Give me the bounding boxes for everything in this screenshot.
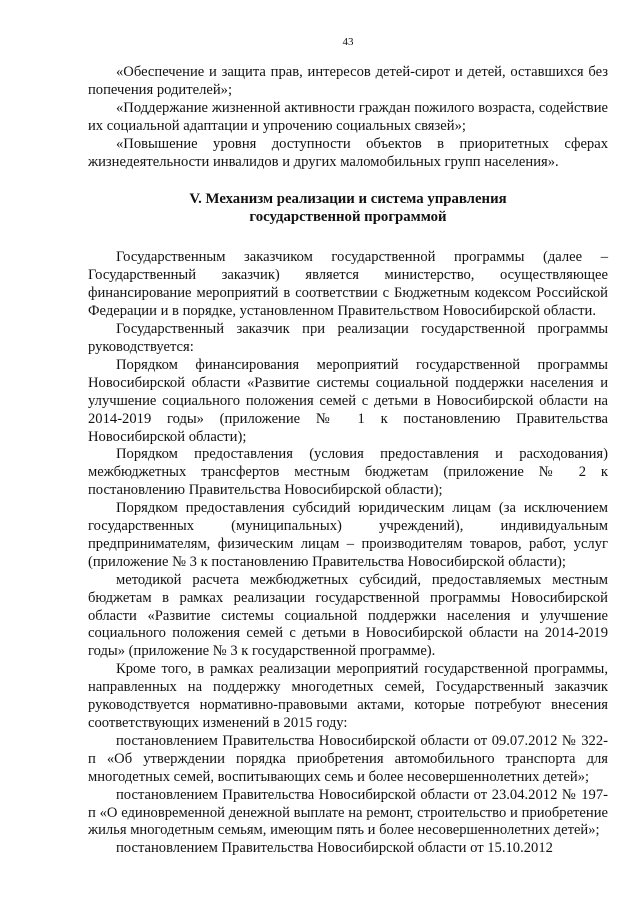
body-paragraph-resolution-197: постановлением Правительства Новосибирской области от 23.04.2012 № 197-п «О единовременной денежной выплате на ремонт, строительство и приобретение жилья многодетным семьям, имеющим пять и более несовершеннолетних детей»; [88, 786, 608, 839]
page-number: 43 [342, 36, 354, 48]
document-content [88, 64, 608, 858]
body-paragraph-customer: Государственным заказчиком государственной программы (далее – Государственный заказчик) является министерство, осуществляющее финансирование мероприятий в соответствии с Бюджетным кодексом Российской Федерации и в порядке, установленном Правительством Новосибирской области. [88, 249, 608, 320]
section-heading [88, 190, 608, 226]
body-paragraph-financing-order: Порядком финансирования мероприятий государственной программы Новосибирской области «Развитие системы социальной поддержки населения и улучшение социального положения семей с детьми в Новосибирской области на 2014-2019 годы» (приложение № 1 к постановлению Правительства Новосибирской области); [88, 356, 608, 445]
body-paragraph-resolution-last: постановлением Правительства Новосибирской области от 15.10.2012 [116, 840, 553, 857]
intro-paragraph-2: «Поддержание жизненной активности граждан пожилого возраста, содействие их социальной адаптации и упрочению социальных связей»; [88, 99, 608, 134]
body-paragraph-transfers-order: Порядком предоставления (условия предоставления и расходования) межбюджетных трансфертов местным бюджетам (приложение № 2 к постановлению Правительства Новосибирской области); [88, 446, 608, 499]
body-paragraph-subsidies-order: Порядком предоставления субсидий юридическим лицам (за исключением государственных (муниципальных) учреждений), индивидуальным предпринимателям, физическим лицам – производителям товаров, работ, услуг (приложение № 3 к постановлению Правительства Новосибирской области); [88, 500, 608, 570]
section-heading-line-2: государственной программой [249, 209, 447, 226]
section-heading-line-1: V. Механизм реализации и система управления [189, 191, 507, 208]
document-page [88, 0, 608, 905]
intro-paragraph-1: «Обеспечение и защита прав, интересов детей-сирот и детей, оставшихся без попечения родителей»; [88, 64, 608, 98]
intro-paragraph-3: «Повышение уровня доступности объектов в приоритетных сферах жизнедеятельности инвалидов и других маломобильных групп населения». [88, 135, 608, 170]
body-paragraph-large-families: Кроме того, в рамках реализации мероприятий государственной программы, направленных на поддержку многодетных семей, Государственный заказчик руководствуется нормативно-правовыми актами, которые потребуют внесения соответствующих изменений в 2015 году: [88, 661, 608, 731]
body-paragraph-methodology: методикой расчета межбюджетных субсидий, предоставляемых местным бюджетам в рамках реализации государственной программы Новосибирской области «Развитие системы социальной поддержки населения и улучшение социального положения семей с детьми в Новосибирской области на 2014-2019 годы» (приложение № 3 к государственной программе). [88, 571, 608, 660]
body-paragraph-guided-by: Государственный заказчик при реализации государственной программы руководствуется: [88, 321, 608, 355]
body-paragraph-resolution-322: постановлением Правительства Новосибирской области от 09.07.2012 № 322-п «Об утверждении порядка приобретения автомобильного транспорта для многодетных семей, воспитывающих семь и более несовершеннолетних детей»; [88, 732, 608, 785]
